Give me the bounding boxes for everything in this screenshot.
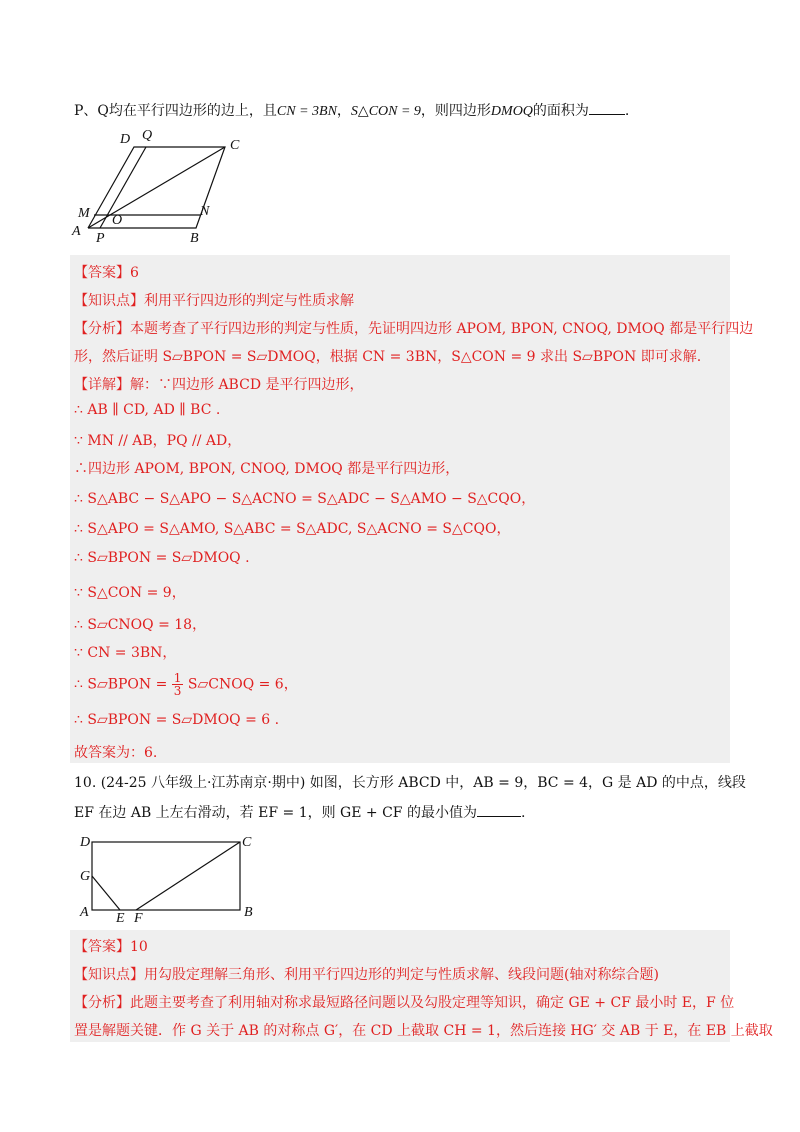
q9-stem-mid: ，则四边形: [420, 103, 491, 119]
q9-frac-post: S▱CNOQ = 6，: [187, 676, 298, 693]
q9-label-m: M: [78, 206, 90, 221]
q9-frac-den: 3: [173, 684, 182, 698]
q10-analysis-1: 【分析】此题主要考查了利用轴对称求最短路径问题以及勾股定理等知识，确定 GE + CF 最小时 E，F 位: [74, 995, 735, 1011]
q9-detail-7: ∴ S▱BPON = S▱DMOQ .: [74, 550, 250, 566]
q9-stem: [74, 100, 629, 120]
q9-knowledge: 【知识点】利用平行四边形的判定与性质求解: [74, 293, 354, 309]
q9-answer-blank: [589, 102, 625, 115]
q9-label-o: O: [112, 213, 123, 228]
q9-label-a: A: [72, 224, 81, 239]
q10-figure: [74, 830, 274, 925]
q10-label-b: B: [244, 905, 253, 920]
q9-detail-10: ∵ CN = 3BN，: [74, 645, 177, 661]
q9-detail-5: ∴ S△ABC − S△APO − S△ACNO = S△ADC − S△AMO − S△CQO，: [74, 491, 536, 507]
q9-quad: DMOQ: [490, 104, 533, 119]
q9-label-d: D: [120, 132, 131, 147]
q9-label-n: N: [200, 204, 210, 219]
q9-fraction: [172, 672, 184, 697]
q10-analysis-2: 置是解题关键．作 G 关于 AB 的对称点 G′，在 CD 上截取 CH = 1，然后连接 HG′ 交 AB 于 E，在 EB 上截取: [74, 1023, 773, 1039]
q9-label-q: Q: [142, 128, 153, 143]
q9-final: 故答案为：6.: [74, 745, 158, 761]
q9-detail-9: ∴ S▱CNOQ = 18，: [74, 617, 207, 633]
q9-cn-eq: CN = 3BN: [276, 104, 337, 119]
q10-label-a: A: [80, 905, 89, 920]
q10-segment-ge: [92, 876, 120, 910]
q9-detail-6: ∴ S△APO = S△AMO, S△ABC = S△ADC, S△ACNO = S△CQO，: [74, 521, 511, 537]
q9-label-c: C: [230, 138, 240, 153]
q9-detail-last: ∴ S▱BPON = S▱DMOQ = 6 .: [74, 712, 280, 728]
q9-s-con: S△CON = 9: [350, 104, 421, 119]
q9-analysis-1: 【分析】本题考查了平行四边形的判定与性质，先证明四边形 APOM, BPON, CNOQ, DMOQ 都是平行四边: [74, 321, 754, 337]
q9-frac-num: 1: [173, 671, 182, 685]
q9-frac-pre: ∴ S▱BPON =: [74, 676, 168, 693]
q10-label-e: E: [116, 911, 125, 925]
q10-stem-1: 10. (24-25 八年级上·江苏南京·期中) 如图，长方形 ABCD 中，AB = 9，BC = 4，G 是 AD 的中点，线段: [74, 775, 746, 791]
q10-answer: 【答案】10: [74, 939, 148, 955]
q10-answer-blank: [477, 804, 521, 817]
q9-detail-2: ∴ AB ∥ CD, AD ∥ BC .: [74, 402, 221, 418]
q9-stem-end: .: [624, 103, 630, 119]
q9-label-p: P: [96, 231, 105, 245]
q10-rectangle: [92, 842, 240, 910]
q10-knowledge: 【知识点】用勾股定理解三角形、利用平行四边形的判定与性质求解、线段问题(轴对称综合题): [74, 967, 659, 983]
q10-label-f: F: [134, 911, 143, 925]
q10-stem-2-pre: EF 在边 AB 上左右滑动，若 EF = 1，则 GE + CF 的最小值为: [74, 805, 477, 821]
q9-detail-fraction-line: [74, 672, 298, 697]
q10-label-d: D: [80, 835, 91, 850]
q9-figure: [70, 125, 260, 245]
q9-stem-pre: P、Q均在平行四边形的边上，且: [74, 103, 277, 119]
q9-analysis-2: 形，然后证明 S▱BPON = S▱DMOQ，根据 CN = 3BN，S△CON = 9 求出 S▱BPON 即可求解.: [74, 349, 702, 365]
q10-stem-2: [74, 802, 525, 822]
q10-label-g: G: [80, 869, 91, 884]
q9-detail-3: ∵ MN // AB，PQ // AD，: [74, 433, 242, 449]
q10-segment-cf: [136, 842, 240, 910]
q10-stem-2-end: .: [520, 805, 526, 821]
q9-detail-8: ∵ S△CON = 9，: [74, 585, 186, 601]
q9-stem-post: 的面积为: [532, 103, 589, 119]
q9-label-b: B: [190, 231, 199, 245]
q9-detail-1: 【详解】解：∵四边形 ABCD 是平行四边形，: [74, 377, 364, 393]
q9-detail-4: ∴四边形 APOM, BPON, CNOQ, DMOQ 都是平行四边形，: [74, 461, 460, 477]
q9-sep: ，: [336, 103, 351, 119]
q9-answer: 【答案】6: [74, 265, 139, 281]
q10-label-c: C: [242, 835, 252, 850]
q9-line-pq: [100, 147, 146, 228]
